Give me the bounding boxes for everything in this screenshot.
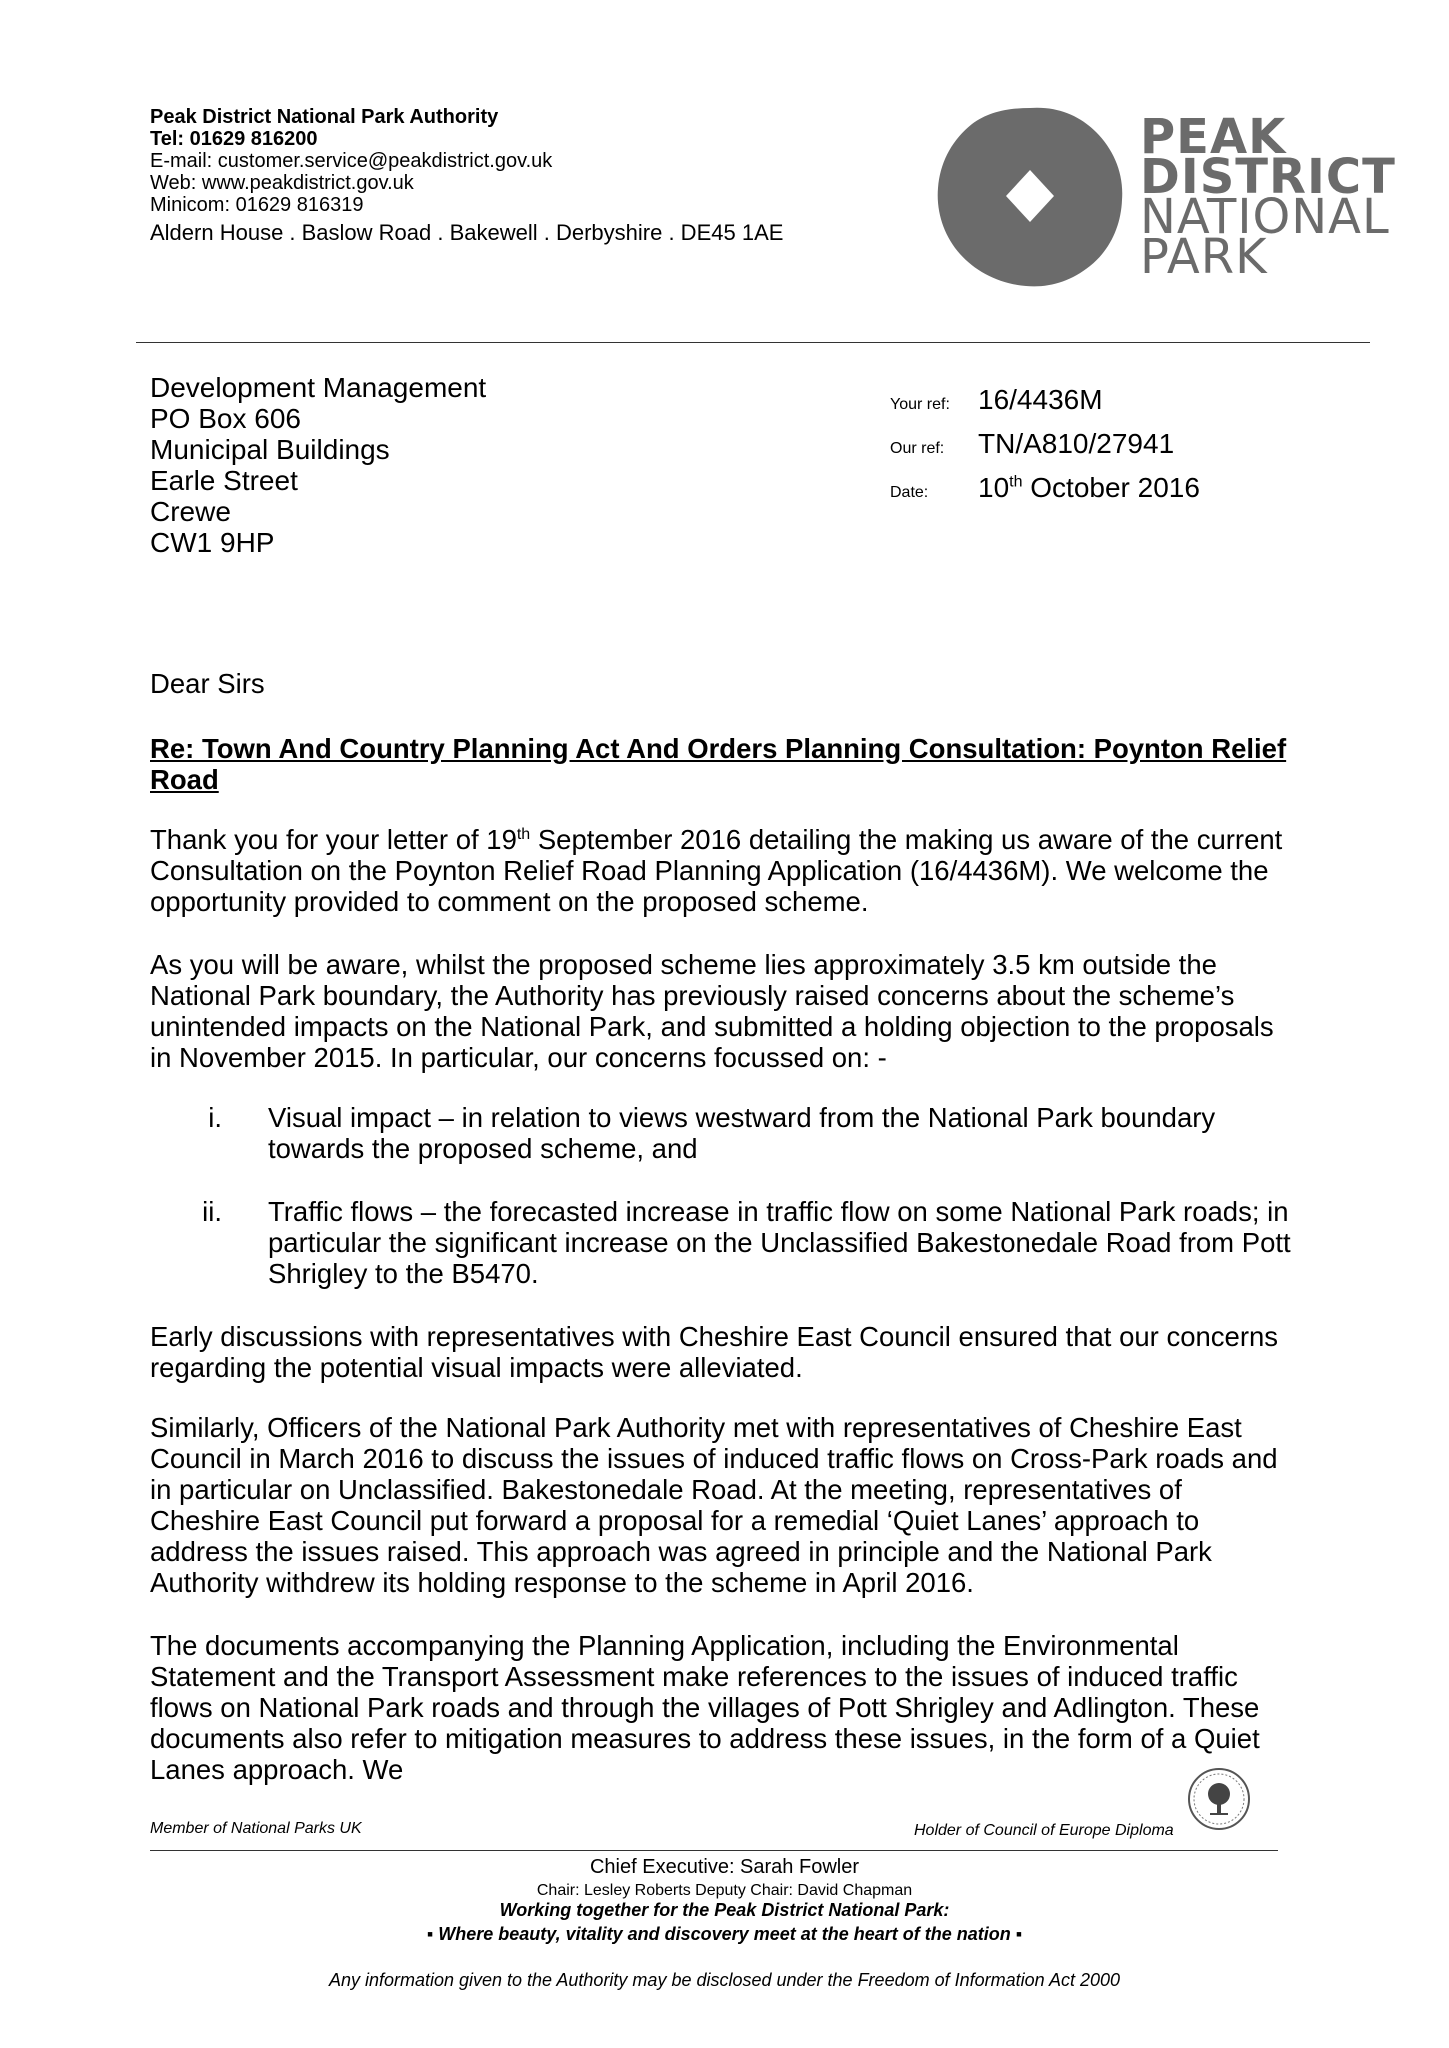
recipient-line: Development Management	[150, 372, 487, 403]
list-item-number: ii.	[202, 1196, 222, 1227]
footer-divider	[150, 1850, 1278, 1851]
recipient-line: CW1 9HP	[150, 527, 275, 558]
sender-email: E-mail: customer.service@peakdistrict.gov.uk	[150, 150, 553, 172]
paragraph-2: As you will be aware, whilst the proposed scheme lies approximately 3.5 km outside the National Park boundary, the Authority has previously raised concerns about the scheme’s unintended impacts on the National Park, and submitted a holding objection to the proposals in November 2015. In particular, our concerns focussed on: -	[150, 949, 1274, 1073]
your-ref-label: Your ref:	[890, 396, 950, 413]
paragraph-1-start: Thank you for your letter of 19	[150, 824, 517, 855]
recipient-address	[150, 372, 486, 558]
header-divider	[136, 342, 1370, 343]
our-ref-label: Our ref:	[890, 440, 945, 457]
logo-line-1: PEAK	[1140, 109, 1287, 165]
footer-chief-executive: Chief Executive: Sarah Fowler	[589, 1856, 859, 1878]
recipient-line: Municipal Buildings	[150, 434, 390, 465]
paragraph-5: The documents accompanying the Planning Application, including the Environmental Statement and the Transport Assessment make references to the issues of induced traffic flows on National Park roads and through the villages of Pott Shrigley and Adlington. These documents also refer to mitigation measures to address these issues, in the form of a Quiet Lanes approach. We	[150, 1630, 1260, 1785]
footer-tagline-1: Working together for the Peak District National Park:	[499, 1900, 950, 1920]
logo-line-3: NATIONAL	[1140, 189, 1390, 245]
sender-block	[150, 106, 783, 246]
list-item-number: i.	[208, 1102, 222, 1133]
sender-address: Aldern House . Baslow Road . Bakewell . Derbyshire . DE45 1AE	[150, 220, 784, 245]
our-ref-value: TN/A810/27941	[978, 428, 1175, 459]
paragraph-1-rest: September 2016 detailing the making us aware of the current Consultation on the Poynton Relief Road Planning Application (16/4436M). We welcome the opportunity provided to comment on the proposed scheme.	[150, 824, 1283, 917]
park-logo	[930, 100, 1396, 300]
list-item-text: Visual impact – in relation to views westward from the National Park boundary towards the proposed scheme, and	[268, 1102, 1216, 1164]
footer-tagline-2: ▪ Where beauty, vitality and discovery meet at the heart of the nation ▪	[426, 1924, 1023, 1944]
footer-diploma: Holder of Council of Europe Diploma	[914, 1822, 1174, 1839]
sender-tel: Tel: 01629 816200	[150, 128, 318, 150]
logo-line-2: DISTRICT	[1140, 149, 1396, 205]
millstone-icon	[930, 100, 1130, 290]
paragraph-4: Similarly, Officers of the National Park Authority met with representatives of Cheshire East Council in March 2016 to discuss the issues of induced traffic flows on Cross-Park roads and in particular on Unclassified. Bakestonedale Road. At the meeting, representatives of Cheshire East Council put forward a proposal for a remedial ‘Quiet Lanes’ approach to address the issues raised. This approach was agreed in principle and the National Park Authority withdrew its holding response to the scheme in April 2016.	[150, 1412, 1278, 1598]
sender-minicom: Minicom: 01629 816319	[150, 194, 364, 216]
paragraph-1	[150, 824, 1290, 917]
footer-chairs: Chair: Lesley Roberts Deputy Chair: David Chapman	[536, 1882, 913, 1899]
council-of-europe-diploma-seal-icon	[1186, 1766, 1252, 1832]
date-label: Date:	[890, 484, 929, 501]
sender-name: Peak District National Park Authority	[150, 106, 499, 128]
subject-line: Re: Town And Country Planning Act And Orders Planning Consultation: Poynton Relief Road	[150, 733, 1287, 795]
paragraph-1-sup: th	[516, 825, 531, 843]
recipient-line: Crewe	[150, 496, 231, 527]
footer-member: Member of National Parks UK	[150, 1820, 362, 1837]
sender-web: Web: www.peakdistrict.gov.uk	[150, 172, 414, 194]
date-suffix: th	[1009, 473, 1023, 491]
date-day: 10	[978, 472, 1010, 503]
salutation: Dear Sirs	[150, 668, 265, 699]
your-ref-value: 16/4436M	[978, 384, 1103, 415]
recipient-line: PO Box 606	[150, 403, 301, 434]
recipient-line: Earle Street	[150, 465, 298, 496]
list-item-text: Traffic flows – the forecasted increase in traffic flow on some National Park roads; in particular the significant increase on the Unclassified Bakestonedale Road from Pott Shrigley to the B5470.	[268, 1196, 1291, 1289]
date-value	[978, 472, 1200, 504]
date-rest: October 2016	[1022, 472, 1200, 503]
footer-foi-notice: Any information given to the Authority may be disclosed under the Freedom of Information Act 2000	[328, 1970, 1121, 1990]
paragraph-3: Early discussions with representatives with Cheshire East Council ensured that our concerns regarding the potential visual impacts were alleviated.	[150, 1321, 1279, 1383]
logo-line-4: PARK	[1140, 229, 1268, 285]
